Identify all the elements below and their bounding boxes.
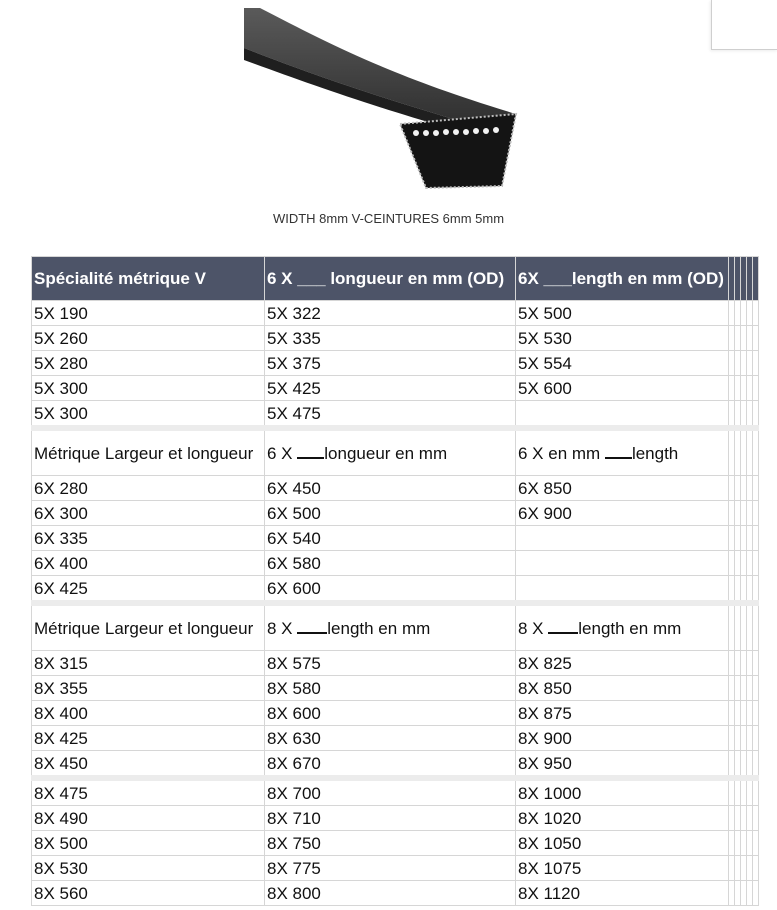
col3-prefix: 8 X (518, 619, 544, 638)
table-cell: 8X 950 (516, 751, 729, 779)
section-subheader-row (32, 603, 759, 651)
col2-prefix: 6 X (267, 444, 293, 463)
table-row (32, 701, 759, 726)
section-label: Métrique Largeur et longueur (32, 428, 265, 476)
corner-panel (711, 0, 777, 50)
table-cell: 8X 750 (265, 831, 516, 856)
blank-underline (548, 618, 578, 634)
image-caption: WIDTH 8mm V-CEINTURES 6mm 5mm (272, 211, 505, 226)
table-cell: 5X 475 (265, 401, 516, 429)
table-row (32, 751, 759, 779)
spacer-cell (753, 501, 759, 526)
table-cell: 5X 280 (32, 351, 265, 376)
table-row (32, 401, 759, 429)
spacer-cell (753, 301, 759, 326)
table-cell: 8X 900 (516, 726, 729, 751)
table-cell: 5X 190 (32, 301, 265, 326)
col2-suffix: length en mm (327, 619, 431, 638)
table-cell: 6X 540 (265, 526, 516, 551)
header-6x-length: 6X ___length en mm (OD) (516, 257, 729, 301)
section-label: Métrique Largeur et longueur (32, 603, 265, 651)
table-cell (516, 551, 729, 576)
table-cell: 8X 1120 (516, 881, 729, 906)
table-cell: 8X 1020 (516, 806, 729, 831)
section-col2 (265, 428, 516, 476)
table-cell (516, 401, 729, 429)
table-cell: 5X 300 (32, 401, 265, 429)
spacer-cell (753, 326, 759, 351)
spacer-cell (753, 676, 759, 701)
table-cell: 5X 530 (516, 326, 729, 351)
table-cell: 5X 260 (32, 326, 265, 351)
table-cell: 8X 475 (32, 778, 265, 806)
table-row (32, 376, 759, 401)
spacer-cell (753, 351, 759, 376)
table-cell: 8X 600 (265, 701, 516, 726)
spacer-cell (753, 751, 759, 779)
blank-underline (605, 443, 632, 459)
table-cell (516, 576, 729, 604)
table-cell: 5X 425 (265, 376, 516, 401)
spacer-cell (753, 726, 759, 751)
table-cell: 5X 335 (265, 326, 516, 351)
table-row (32, 881, 759, 906)
table-cell: 8X 315 (32, 651, 265, 676)
table-cell: 8X 1050 (516, 831, 729, 856)
spacer-cell (753, 401, 759, 429)
table-cell: 5X 322 (265, 301, 516, 326)
spacer-cell (753, 651, 759, 676)
spacer-cell (753, 778, 759, 806)
table-cell: 6X 900 (516, 501, 729, 526)
table-cell (516, 526, 729, 551)
spacer-cell (753, 428, 759, 476)
spacer-cell (753, 831, 759, 856)
spacer-cell (753, 856, 759, 881)
table-cell: 8X 850 (516, 676, 729, 701)
spacer-cell (753, 576, 759, 604)
table-cell: 8X 825 (516, 651, 729, 676)
table-row (32, 806, 759, 831)
table-cell: 5X 600 (516, 376, 729, 401)
table-cell: 6X 280 (32, 476, 265, 501)
table-cell: 8X 1075 (516, 856, 729, 881)
spacer-cell (753, 526, 759, 551)
table-cell: 6X 500 (265, 501, 516, 526)
header-specialty: Spécialité métrique V (32, 257, 265, 301)
header-spacer (753, 257, 759, 301)
table-cell: 6X 450 (265, 476, 516, 501)
table-row (32, 576, 759, 604)
table-row (32, 831, 759, 856)
table-cell: 6X 300 (32, 501, 265, 526)
table-header-row (32, 257, 759, 301)
table-row (32, 476, 759, 501)
table-cell: 5X 500 (516, 301, 729, 326)
table-cell: 8X 500 (32, 831, 265, 856)
table-cell: 6X 400 (32, 551, 265, 576)
section-subheader-row (32, 428, 759, 476)
table-row (32, 501, 759, 526)
spacer-cell (753, 701, 759, 726)
table-cell: 8X 775 (265, 856, 516, 881)
table-cell: 5X 300 (32, 376, 265, 401)
table-row (32, 856, 759, 881)
table-row (32, 726, 759, 751)
spacer-cell (753, 881, 759, 906)
belt-size-table (31, 256, 759, 906)
table-row (32, 676, 759, 701)
table-row (32, 526, 759, 551)
table-cell: 8X 580 (265, 676, 516, 701)
col2-suffix: longueur en mm (324, 444, 448, 463)
table-cell: 6X 850 (516, 476, 729, 501)
spacer-cell (753, 376, 759, 401)
table-cell: 8X 1000 (516, 778, 729, 806)
table-cell: 8X 425 (32, 726, 265, 751)
table-cell: 8X 490 (32, 806, 265, 831)
table-cell: 8X 710 (265, 806, 516, 831)
v-belt-image (240, 4, 540, 194)
table-cell: 8X 400 (32, 701, 265, 726)
table-cell: 8X 700 (265, 778, 516, 806)
col3-suffix: length (631, 444, 679, 463)
table-cell: 8X 530 (32, 856, 265, 881)
table-cell: 6X 425 (32, 576, 265, 604)
header-6x-longueur: 6 X ___ longueur en mm (OD) (265, 257, 516, 301)
table-cell: 8X 875 (516, 701, 729, 726)
table-row (32, 651, 759, 676)
col3-prefix: 6 X en mm (518, 444, 601, 463)
table-row (32, 551, 759, 576)
blank-underline (297, 443, 324, 459)
table-cell: 8X 630 (265, 726, 516, 751)
table-cell: 8X 575 (265, 651, 516, 676)
col2-prefix: 8 X (267, 619, 293, 638)
spacer-cell (753, 806, 759, 831)
table-cell: 8X 560 (32, 881, 265, 906)
table-cell: 6X 335 (32, 526, 265, 551)
spacer-cell (753, 551, 759, 576)
table-cell: 8X 670 (265, 751, 516, 779)
table-row (32, 778, 759, 806)
spacer-cell (753, 603, 759, 651)
table-row (32, 351, 759, 376)
blank-underline (297, 618, 327, 634)
table-cell: 8X 450 (32, 751, 265, 779)
table-cell: 5X 554 (516, 351, 729, 376)
spacer-cell (753, 476, 759, 501)
section-col2 (265, 603, 516, 651)
table-cell: 8X 355 (32, 676, 265, 701)
section-col3 (516, 428, 729, 476)
table-cell: 6X 580 (265, 551, 516, 576)
table-cell: 6X 600 (265, 576, 516, 604)
table-cell: 5X 375 (265, 351, 516, 376)
col3-suffix: length en mm (578, 619, 682, 638)
table-row (32, 326, 759, 351)
table-cell: 8X 800 (265, 881, 516, 906)
table-row (32, 301, 759, 326)
section-col3 (516, 603, 729, 651)
